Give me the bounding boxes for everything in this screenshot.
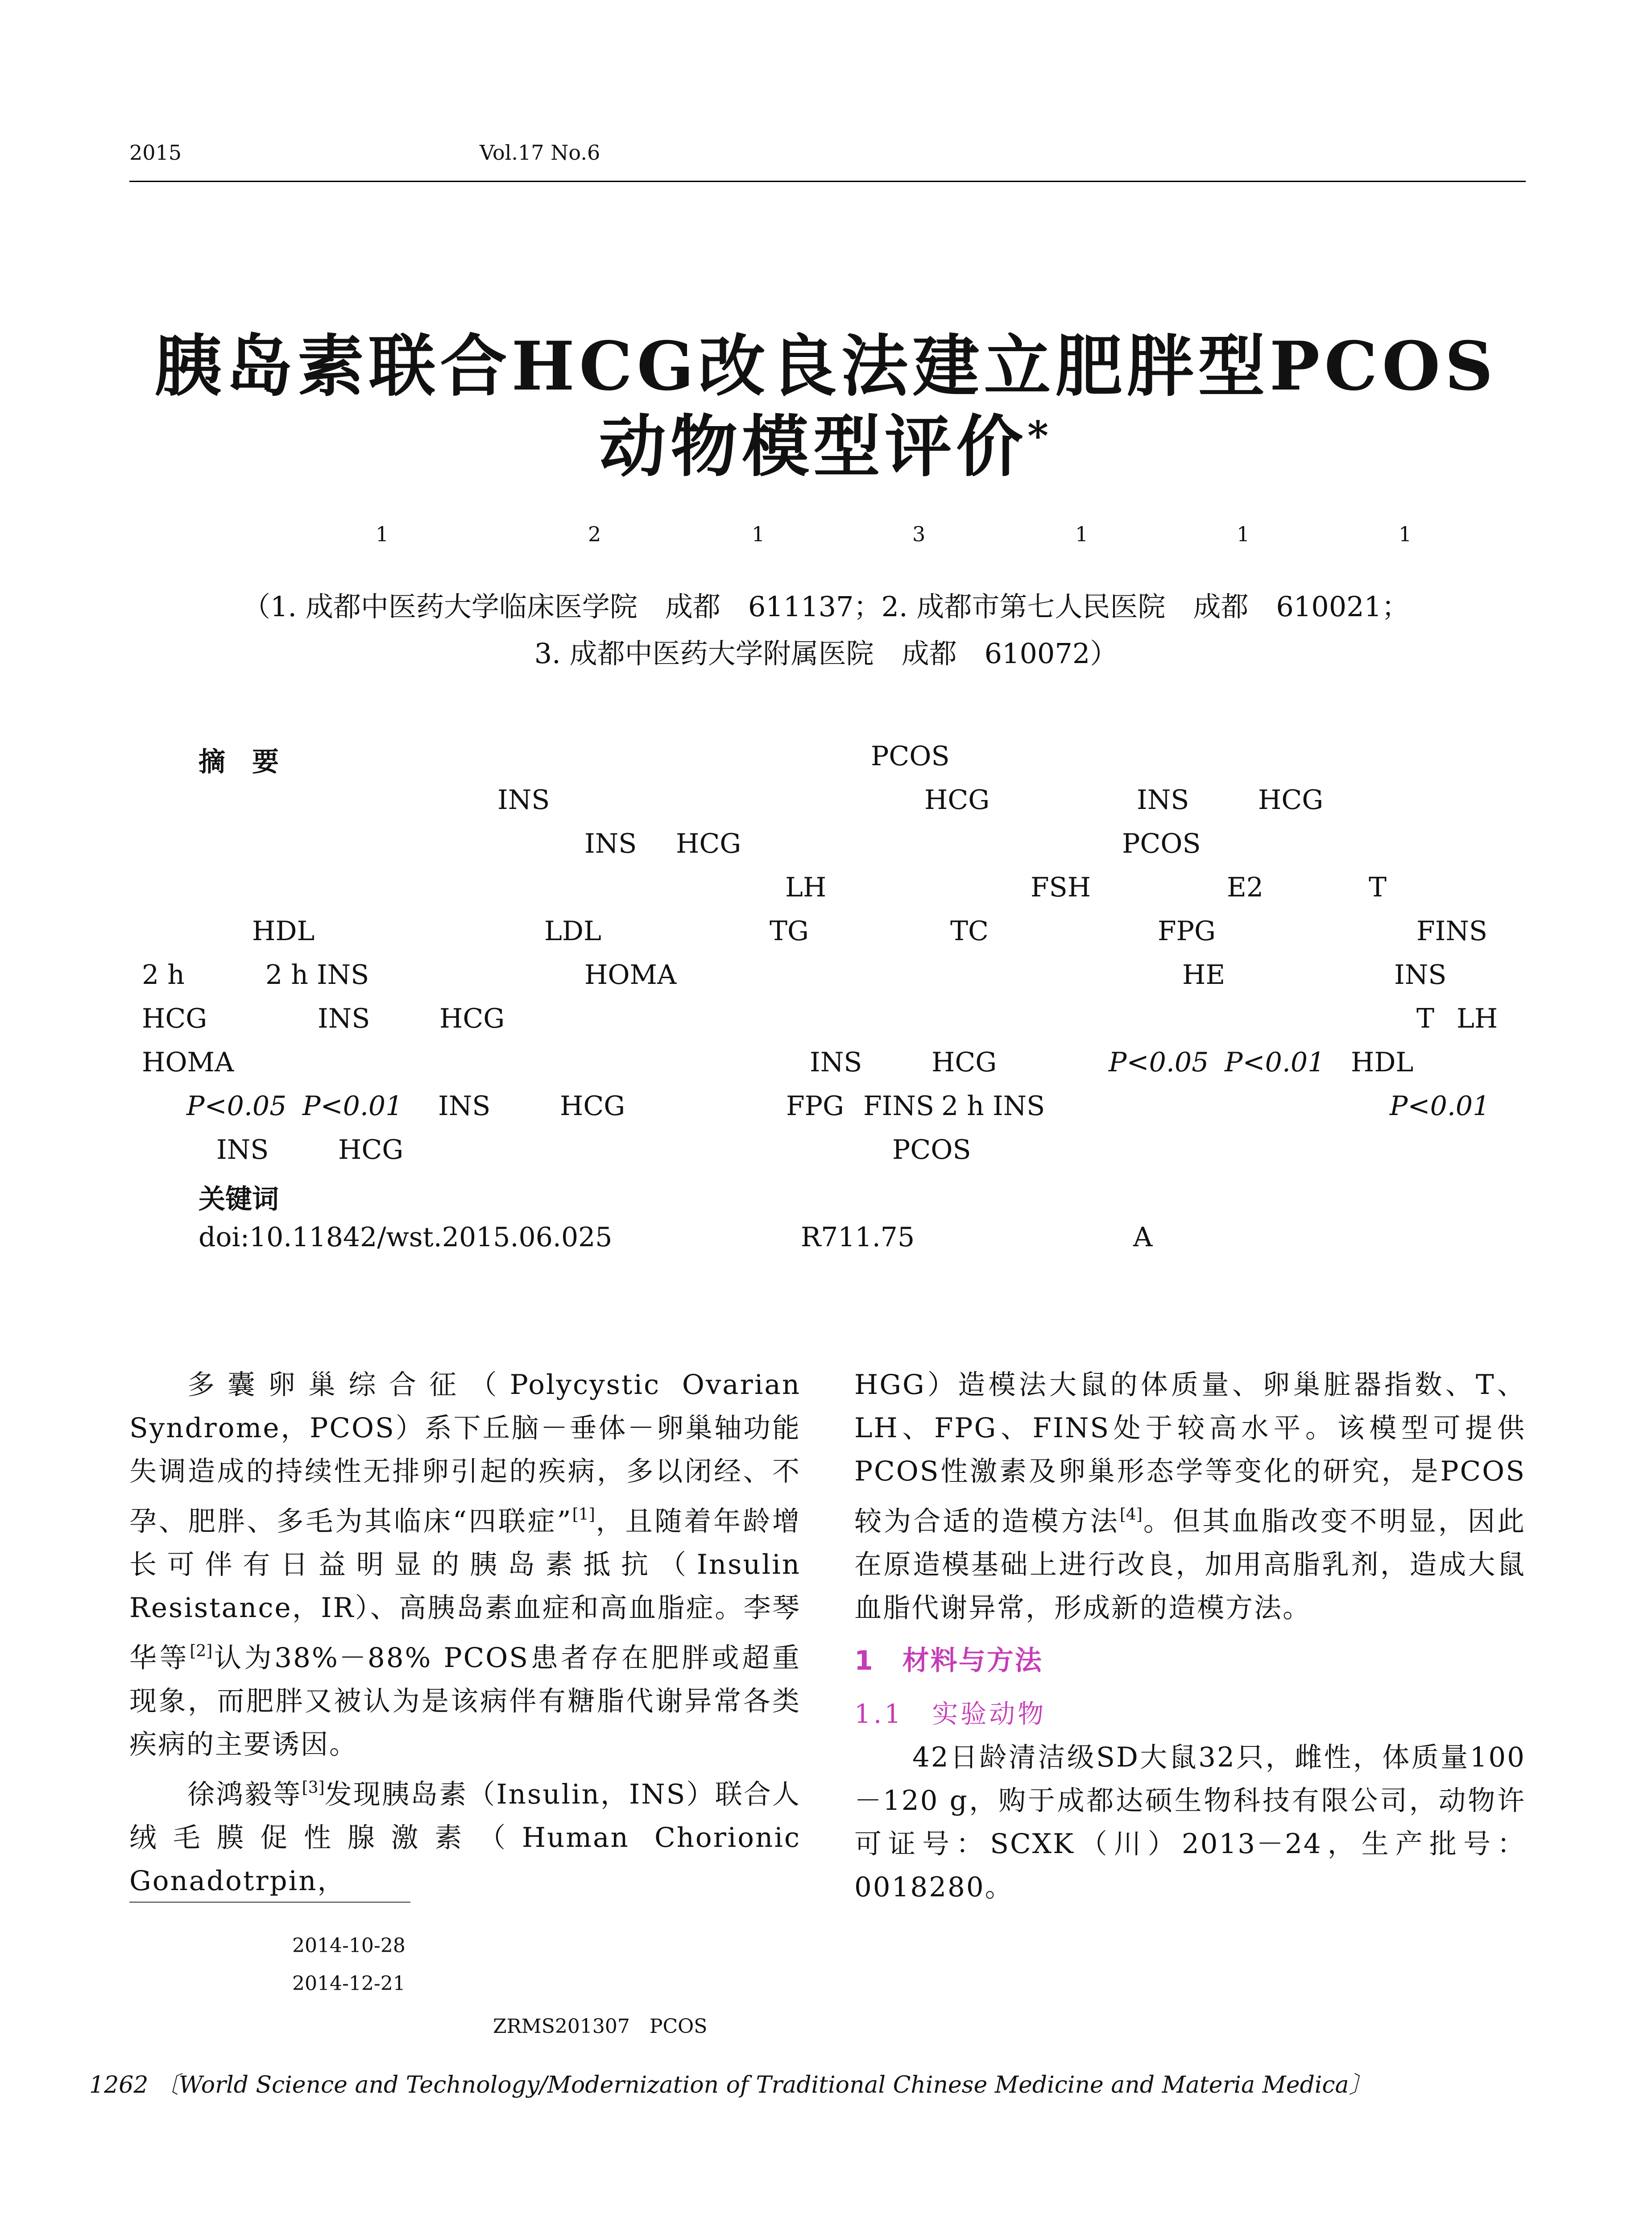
body-paragraph: 42日龄清洁级SD大鼠32只，雌性，体质量100－120 g，购于成都达硕生物科技有限公司，动物许可证号：SCXK（川）2013－24，生产批号：0018280。: [854, 1742, 1526, 1903]
abstract-term: HCG: [338, 1134, 404, 1165]
abstract-term: 2 h INS: [265, 959, 369, 991]
abstract-term: PCOS: [892, 1134, 971, 1165]
abstract-term: 2 h: [142, 959, 185, 991]
footnote-received-date: 2014-10-28: [292, 1934, 406, 1957]
abstract-term: T: [1369, 872, 1387, 903]
affiliation-line-1: （1. 成都中医药大学临床医学院 成都 611137；2. 成都市第七人民医院 成都 610021；: [242, 590, 1410, 623]
abstract-term: HCG: [142, 1003, 207, 1034]
title-footnote-mark: *: [1027, 412, 1053, 460]
title-line-1: 胰岛素联合HCG改良法建立肥胖型PCOS: [154, 327, 1498, 406]
body-text: 认为38%－88% PCOS患者存在肥胖或超重现象，而肥胖又被认为是该病伴有糖脂代谢异常各类疾病的主要诱因。: [129, 1642, 801, 1760]
footnote-revised-date: 2014-12-21: [292, 1972, 406, 1995]
abstract-term: INS: [216, 1134, 269, 1165]
subsection-heading: 1.1 实验动物: [854, 1699, 1047, 1729]
footnote-fund: ZRMS201307 PCOS: [493, 2015, 708, 2038]
abstract-term: PCOS: [1122, 828, 1201, 859]
section-heading: 1 材料与方法: [854, 1645, 1043, 1676]
header-year: 2015: [129, 141, 182, 165]
abstract-term: FPG: [1158, 916, 1216, 947]
abstract-term: HCG: [932, 1047, 997, 1078]
body-paragraph: [129, 1363, 801, 1766]
abstract-term: T: [1416, 1003, 1435, 1034]
abstract-term: FSH: [1031, 872, 1091, 903]
abstract-term: HDL: [252, 916, 315, 947]
abstract-term: FINS: [863, 1091, 934, 1122]
abstract-term: INS: [318, 1003, 370, 1034]
abstract-term: FPG: [786, 1091, 844, 1122]
abstract-term: HCG: [676, 828, 741, 859]
abstract-term: INS: [584, 828, 637, 859]
citation: [3]: [302, 1779, 325, 1797]
body-paragraph: [854, 1363, 1526, 1630]
abstract-term: P<0.05: [1109, 1047, 1209, 1078]
header-volume: Vol.17 No.6: [480, 141, 600, 165]
author-mark: 1: [1399, 522, 1412, 546]
body-text: HGG）造模法大鼠的体质量、卵巢脏器指数、T、LH、FPG、FINS处于较高水平。该模型可提供PCOS性激素及卵巢形态学等变化的研究，是PCOS较为合适的造模方法: [854, 1369, 1526, 1537]
keywords-label: 关键词: [199, 1184, 279, 1215]
citation: [1]: [572, 1505, 595, 1524]
abstract-term: INS: [438, 1091, 491, 1122]
author-mark: 1: [376, 522, 389, 546]
document-code: A: [1133, 1222, 1153, 1253]
abstract-term: TC: [950, 916, 989, 947]
citation: [2]: [190, 1642, 213, 1660]
author-mark: 3: [912, 522, 926, 546]
body-paragraph: [129, 1766, 801, 1903]
author-mark: 1: [752, 522, 765, 546]
author-mark: 1: [1237, 522, 1250, 546]
body-text: 。但其血脂改变不明显，因此在原造模基础上进行改良，加用高脂乳剂，造成大鼠血脂代谢异常，形成新的造模方法。: [854, 1505, 1526, 1624]
abstract-term: FINS: [1416, 916, 1487, 947]
abstract-term: LDL: [544, 916, 601, 947]
body-text: ，且随着年龄增长可伴有日益明显的胰岛素抵抗（Insulin Resistance，IR）、高胰岛素血症和高血脂症。李琴华等: [129, 1505, 801, 1674]
footnote-rule: [129, 1902, 410, 1903]
abstract-term: INS: [810, 1047, 862, 1078]
abstract-term: HOMA: [142, 1047, 234, 1078]
abstract-term: TG: [770, 916, 809, 947]
abstract-term: HOMA: [584, 959, 677, 991]
abstract-term: 2 h INS: [941, 1091, 1045, 1122]
abstract-term: LH: [785, 872, 827, 903]
abstract-term: HCG: [924, 784, 990, 816]
author-mark: 2: [588, 522, 601, 546]
body-right-column: [854, 1363, 1526, 1909]
abstract-term: HE: [1182, 959, 1226, 991]
abstract-term: P<0.01: [1225, 1047, 1325, 1078]
body-text: 徐鸿毅等: [187, 1779, 302, 1810]
abstract-term: HCG: [439, 1003, 505, 1034]
abstract-term: E2: [1227, 872, 1263, 903]
abstract-label: 摘 要: [199, 746, 279, 778]
body-left-column: [129, 1363, 801, 1903]
affiliation-line-2: 3. 成都中医药大学附属医院 成都 610072）: [534, 637, 1118, 670]
abstract-term: INS: [497, 784, 550, 816]
title-line-2-wrap: [0, 393, 1652, 489]
abstract-term: P<0.05: [186, 1091, 287, 1122]
abstract-term: HCG: [1258, 784, 1324, 816]
abstract-term: HDL: [1351, 1047, 1414, 1078]
abstract-term: P<0.01: [302, 1091, 403, 1122]
clc-number: R711.75: [801, 1222, 915, 1253]
abstract-term: PCOS: [871, 741, 950, 772]
abstract-term: P<0.01: [1390, 1091, 1490, 1122]
author-mark: 1: [1075, 522, 1089, 546]
citation: [4]: [1119, 1505, 1143, 1524]
body-text: 多囊卵巢综合征（Polycystic Ovarian Syndrome，PCOS）系下丘脑－垂体－卵巢轴功能失调造成的持续性无排卵引起的疾病，多以闭经、不孕、肥胖、多毛为其临床“四联症”: [129, 1369, 801, 1537]
abstract-term: INS: [1137, 784, 1189, 816]
header-rule: [129, 181, 1526, 182]
abstract-term: INS: [1394, 959, 1447, 991]
abstract-term: LH: [1457, 1003, 1498, 1034]
page-footer: 1262 〔World Science and Technology/Modernization of Traditional Chinese Medicine and Materia Medica〕: [89, 2072, 1372, 2098]
abstract-term: HCG: [560, 1091, 625, 1122]
body-text: 发现胰岛素（Insulin，INS）联合人绒毛膜促性腺激素（Human Chorionic Gonadotrpin，: [129, 1779, 801, 1897]
title-line-2: 动物模型评价: [599, 407, 1027, 486]
doi: doi:10.11842/wst.2015.06.025: [199, 1222, 613, 1253]
